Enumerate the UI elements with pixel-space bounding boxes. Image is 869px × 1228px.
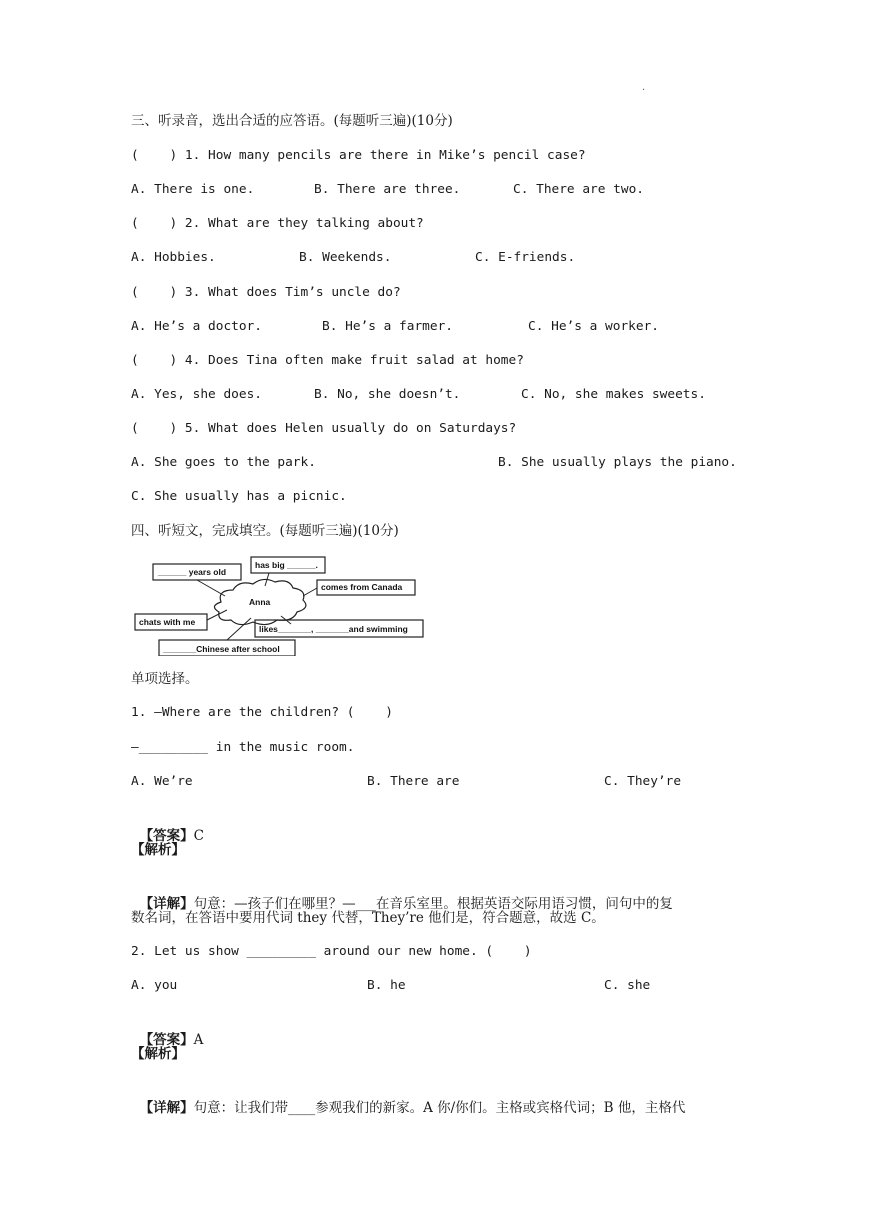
detail-text: 句意：让我们带____参观我们的新家。A 你/你们。主格或宾格代词；B 他，主格代 bbox=[193, 1100, 686, 1116]
section3-heading: 三、听录音，选出合适的应答语。(每题听三遍)(10分) bbox=[131, 113, 453, 129]
option-c: C. There are two. bbox=[513, 182, 644, 197]
answer-label: 【答案】 bbox=[139, 828, 194, 844]
question-stem: ( ) 3. What does Tim’s uncle do? bbox=[131, 285, 401, 300]
question-stem: ( ) 2. What are they talking about? bbox=[131, 216, 424, 231]
option-c: C. No, she makes sweets. bbox=[521, 387, 706, 402]
detail-label: 【详解】 bbox=[139, 1100, 194, 1116]
detail-label: 【详解】 bbox=[139, 896, 194, 912]
answer-value: A bbox=[193, 1032, 204, 1048]
option-b: B. he bbox=[367, 978, 406, 993]
option-b: B. She usually plays the piano. bbox=[498, 455, 737, 470]
analysis-label: 【解析】 bbox=[131, 842, 185, 858]
option-a: A. Hobbies. bbox=[131, 250, 216, 265]
box-likes: likes_______, _______and swimming bbox=[259, 624, 408, 634]
box-years-old: ______ years old bbox=[158, 567, 227, 577]
option-b: B. There are three. bbox=[314, 182, 461, 197]
option-b: B. There are bbox=[367, 774, 460, 789]
box-chats-with-me: chats with me bbox=[139, 617, 196, 627]
box-chinese-after-school: _______Chinese after school bbox=[163, 644, 280, 654]
option-a: A. She goes to the park. bbox=[131, 455, 316, 470]
mind-map-diagram bbox=[131, 556, 425, 656]
mc-heading: 单项选择。 bbox=[131, 671, 199, 687]
box-has-big: has big ______. bbox=[255, 560, 318, 570]
option-a: A. you bbox=[131, 978, 178, 993]
question-stem: ( ) 4. Does Tina often make fruit salad at home? bbox=[131, 353, 524, 368]
detail-text-cont: 数名词，在答语中要用代词 they 代替，They’re 他们是，符合题意，故选 C。 bbox=[131, 910, 605, 926]
detail-line bbox=[131, 1078, 685, 1118]
option-c: C. He’s a worker. bbox=[528, 319, 659, 334]
answer-label: 【答案】 bbox=[139, 1032, 194, 1048]
center-name: Anna bbox=[249, 597, 271, 607]
answer-value: C bbox=[193, 828, 204, 844]
question-stem: ( ) 5. What does Helen usually do on Saturdays? bbox=[131, 421, 517, 436]
question-stem: ( ) 1. How many pencils are there in Mike’s pencil case? bbox=[131, 148, 586, 163]
section4-heading: 四、听短文，完成填空。(每题听三遍)(10分) bbox=[131, 523, 399, 539]
option-a: A. There is one. bbox=[131, 182, 255, 197]
option-a: A. He’s a doctor. bbox=[131, 319, 262, 334]
option-a: A. We’re bbox=[131, 774, 193, 789]
option-b: B. No, she doesn’t. bbox=[314, 387, 461, 402]
option-c: C. E-friends. bbox=[475, 250, 576, 265]
box-comes-from: comes from Canada bbox=[321, 582, 403, 592]
mc-q1-stem: 1. —Where are the children? ( ) bbox=[131, 705, 393, 720]
analysis-label: 【解析】 bbox=[131, 1046, 185, 1062]
option-b: B. Weekends. bbox=[299, 250, 392, 265]
option-c: C. They’re bbox=[604, 774, 682, 789]
mc-q2-stem: 2. Let us show _________ around our new home. ( ) bbox=[131, 944, 532, 959]
option-b: B. He’s a farmer. bbox=[322, 319, 453, 334]
option-c: C. she bbox=[604, 978, 651, 993]
option-c: C. She usually has a picnic. bbox=[131, 489, 347, 504]
mc-q1-line2: —_________ in the music room. bbox=[131, 740, 355, 755]
corner-mark: . bbox=[642, 82, 646, 93]
detail-text: 句意：—孩子们在哪里？—___在音乐室里。根据英语交际用语习惯，问句中的复 bbox=[193, 896, 673, 912]
option-a: A. Yes, she does. bbox=[131, 387, 262, 402]
